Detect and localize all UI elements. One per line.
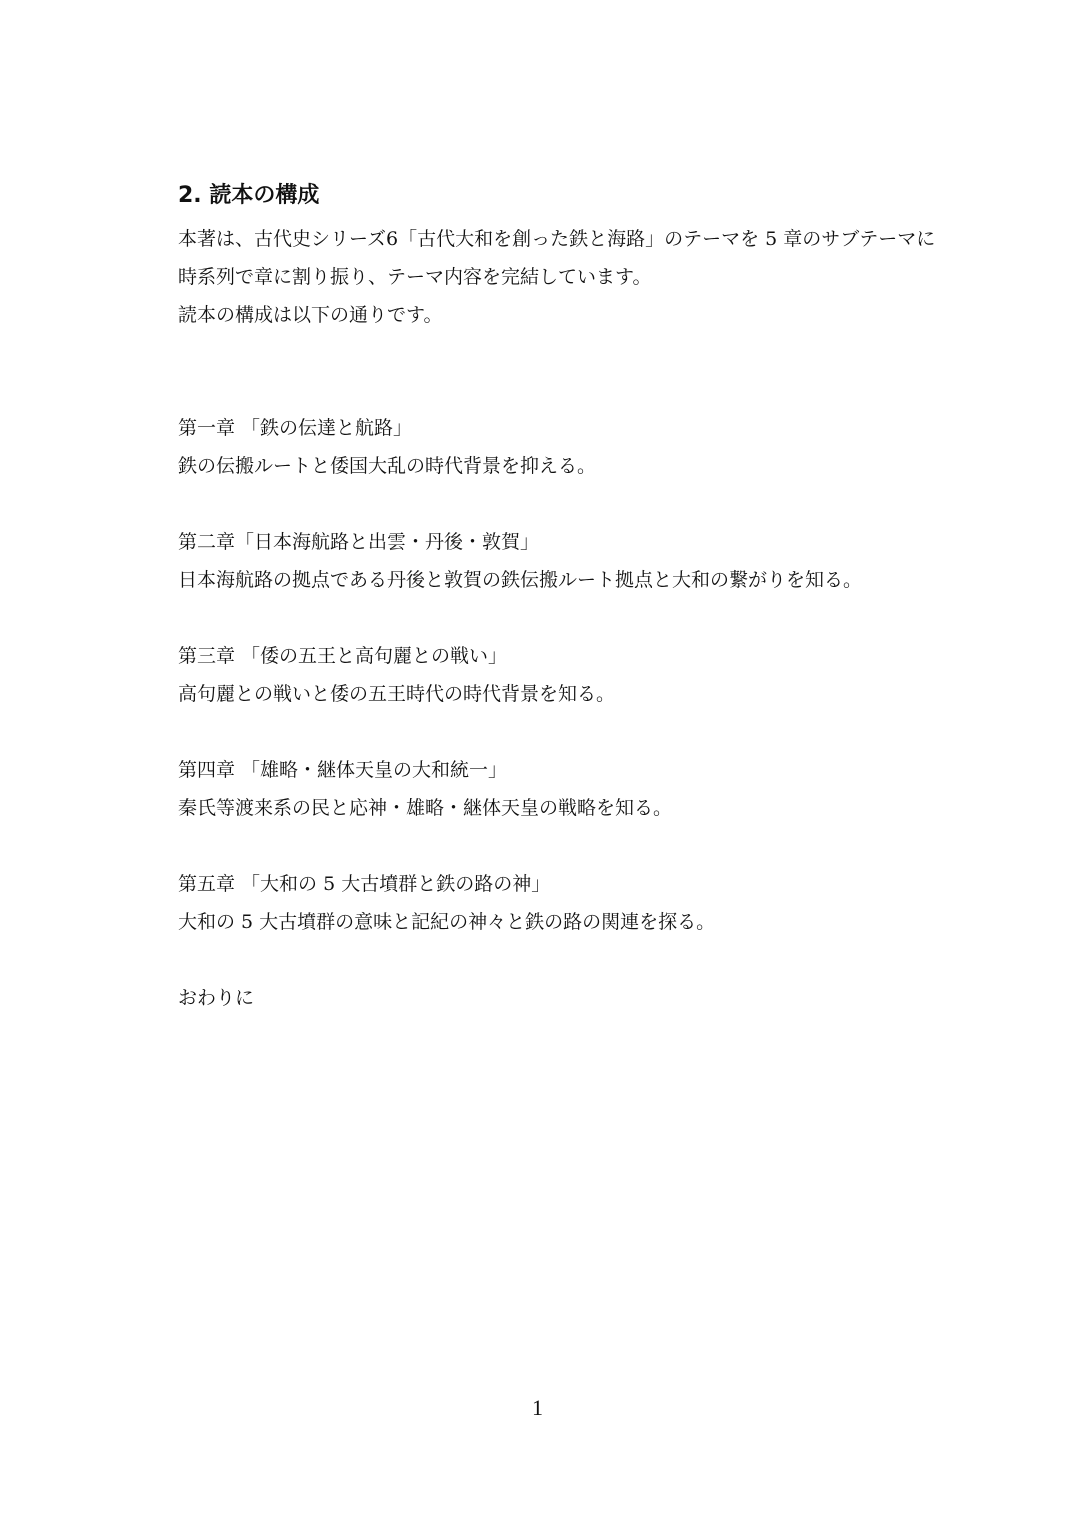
chapter-3-title: 第三章 「倭の五王と高句麗との戦い」 (178, 645, 508, 667)
closing-section: おわりに (178, 987, 255, 1009)
intro-line-2: 時系列で章に割り振り、テーマ内容を完結しています。 (178, 266, 652, 288)
chapter-4-title: 第四章 「雄略・継体天皇の大和統一」 (178, 759, 508, 781)
chapter-3-description: 高句麗との戦いと倭の五王時代の時代背景を知る。 (178, 683, 616, 705)
chapter-1-title: 第一章 「鉄の伝達と航路」 (178, 417, 413, 439)
page-number: 1 (532, 1395, 543, 1420)
chapter-2-description: 日本海航路の拠点である丹後と敦賀の鉄伝搬ルート拠点と大和の繋がりを知る。 (178, 569, 863, 591)
chapter-1-description: 鉄の伝搬ルートと倭国大乱の時代背景を抑える。 (178, 455, 597, 477)
section-heading: 2. 読本の構成 (178, 183, 320, 208)
intro-line-1: 本著は、古代史シリーズ6「古代大和を創った鉄と海路」のテーマを 5 章のサブテーマに (178, 228, 936, 250)
chapter-4-description: 秦氏等渡来系の民と応神・雄略・継体天皇の戦略を知る。 (178, 797, 673, 819)
intro-line-3: 読本の構成は以下の通りです。 (178, 304, 443, 326)
chapter-5-description: 大和の 5 大古墳群の意味と記紀の神々と鉄の路の関連を探る。 (178, 911, 716, 933)
chapter-5-title: 第五章 「大和の 5 大古墳群と鉄の路の神」 (178, 873, 551, 895)
chapter-2-title: 第二章「日本海航路と出雲・丹後・敦賀」 (178, 531, 540, 553)
